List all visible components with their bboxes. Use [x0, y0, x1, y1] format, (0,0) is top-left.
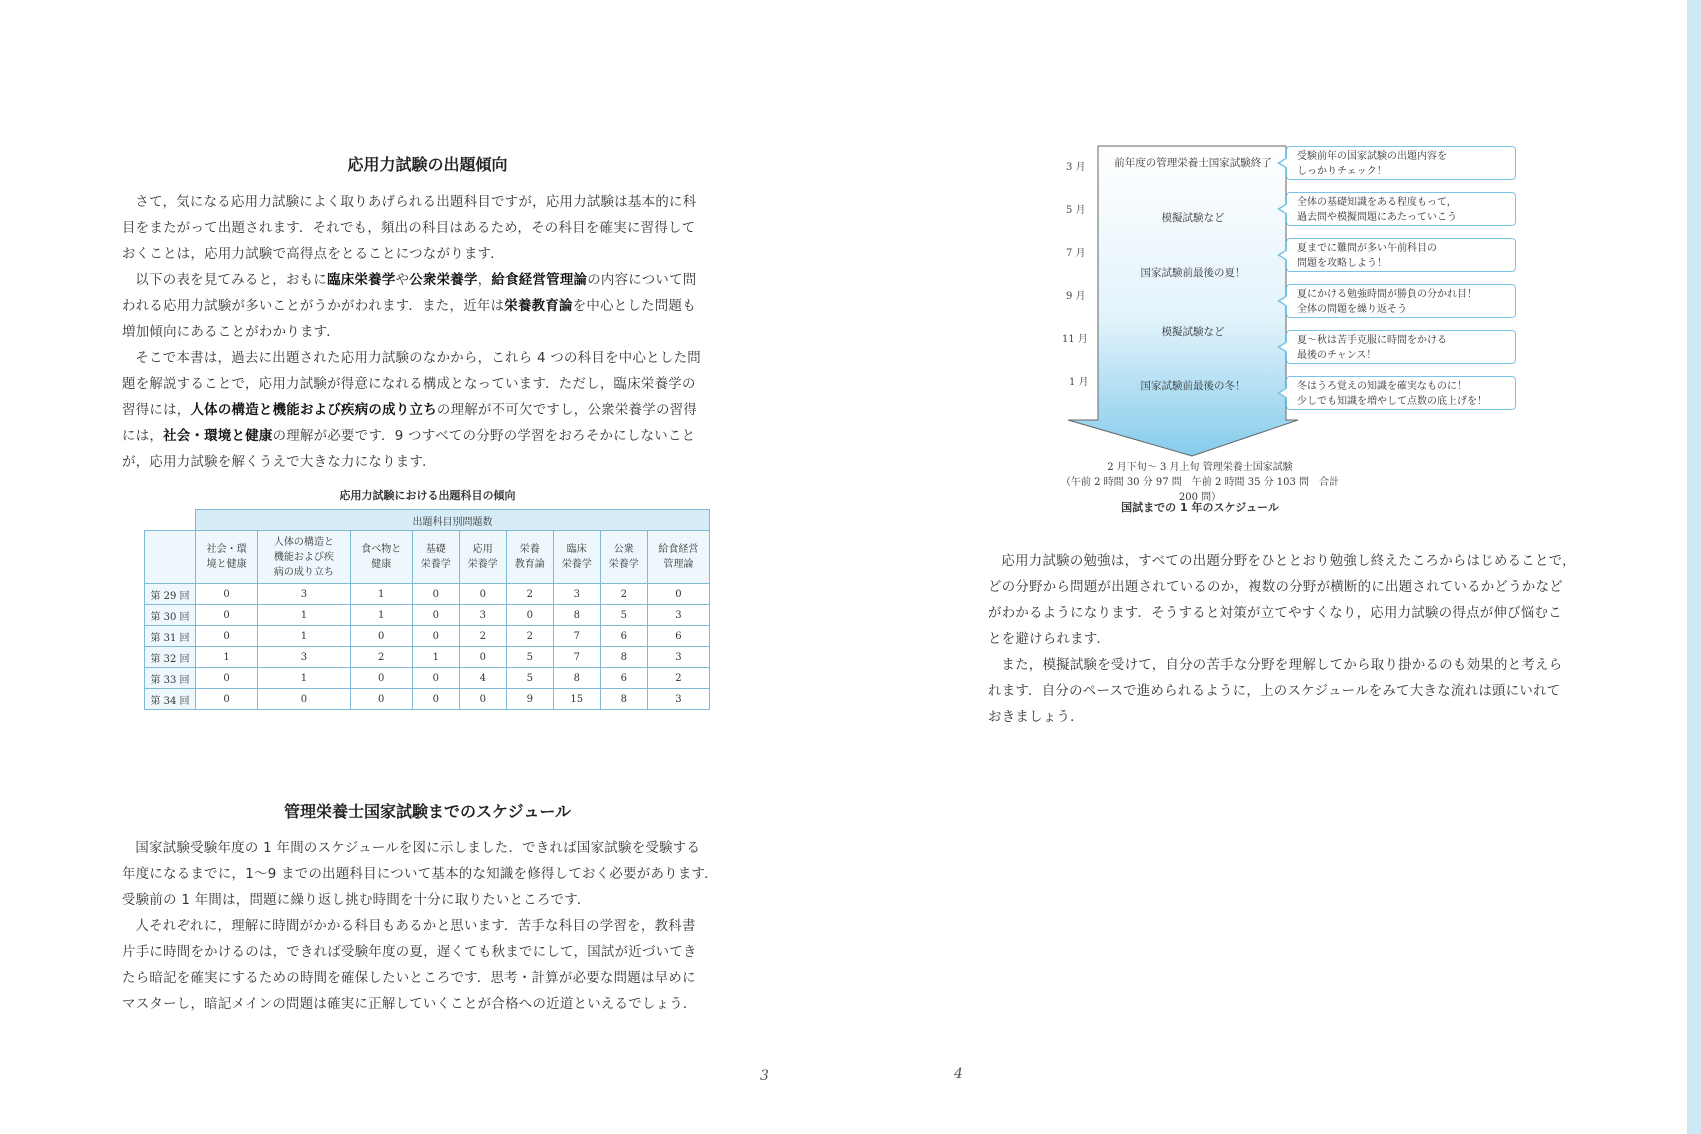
bold-term: 臨床栄養学 — [327, 273, 396, 288]
table-cell: 6 — [600, 668, 647, 689]
table-cell: 0 — [196, 668, 258, 689]
month-label: 7 月 — [1066, 248, 1086, 259]
callout-line: 過去問や模擬問題にあたっていこう — [1297, 212, 1457, 223]
stage-label: 国家試験前最後の冬！ — [1140, 380, 1246, 392]
text: の内容について問 — [587, 273, 697, 288]
schedule-arrow — [1060, 142, 1300, 462]
page-number: 4 — [954, 1066, 963, 1082]
table-cell: 0 — [412, 584, 459, 605]
line: おくことは，応用力試験で高得点をとることにつながります． — [122, 247, 504, 262]
table-cell: 4 — [459, 668, 506, 689]
table-cell: 0 — [196, 689, 258, 710]
text: 以下の表を見てみると，おもに — [135, 273, 328, 288]
column-header: 基礎 栄養学 — [412, 531, 459, 584]
text: の理解が必要です．9 つすべての分野の学習をおろそかにしないこと — [272, 429, 696, 444]
table-cell: 8 — [553, 668, 600, 689]
month-label: 1 月 — [1069, 377, 1089, 388]
table-cell: 1 — [258, 668, 350, 689]
table-cell: 0 — [459, 689, 506, 710]
table-cell: 2 — [459, 626, 506, 647]
line: 目をまたがって出題されます．それでも，頻出の科目はあるため，その科目を確実に習得して — [122, 221, 696, 236]
bold-term: 栄養教育論 — [504, 299, 573, 314]
callout-line: 夏までに難問が多い午前科目の — [1297, 243, 1437, 254]
callout-line: 少しでも知識を増やして点数の底上げを！ — [1297, 396, 1487, 407]
callout-line: しっかりチェック！ — [1297, 166, 1387, 177]
exam-breakdown: （午前 2 時間 30 分 97 問 午前 2 時間 35 分 103 問 合計 200 問） — [1060, 477, 1340, 503]
month-label: 9 月 — [1066, 291, 1086, 302]
line: 片手に時間をかけるのは，できれば受験年度の夏，遅くても秋までにして，国試が近づいてき — [122, 945, 697, 960]
text: を中心とした問題も — [572, 299, 696, 314]
question-count-table — [144, 509, 710, 710]
callout-note — [1286, 192, 1516, 226]
table-cell: 0 — [412, 605, 459, 626]
line: また，模擬試験を受けて，自分の苦手な分野を理解してから取り掛かるのも効果的と考えら — [1001, 658, 1563, 673]
table-cell: 2 — [506, 626, 553, 647]
line: れます．自分のペースで進められるように，上のスケジュールをみて大きな流れは頭にいれて — [988, 684, 1561, 699]
bold-term: 給食経営管理論 — [491, 273, 588, 288]
table-cell: 3 — [647, 647, 709, 668]
line: さて，気になる応用力試験によく取りあげられる出題科目ですが，応用力試験は基本的に科 — [135, 195, 697, 210]
month-label: 3 月 — [1066, 162, 1086, 173]
page-edge-bar — [1687, 0, 1701, 1134]
table-cell: 1 — [196, 647, 258, 668]
line: 増加傾向にあることがわかります． — [122, 325, 340, 340]
table-cell: 1 — [350, 605, 412, 626]
line: 受験前の 1 年間は，問題に繰り返し挑む時間を十分に取りたいところです． — [122, 893, 591, 908]
table-cell: 3 — [258, 584, 350, 605]
table-cell: 0 — [350, 626, 412, 647]
callout-line: 冬はうろ覚えの知識を確実なものに！ — [1297, 381, 1467, 392]
callout-note — [1286, 238, 1516, 272]
page-number: 3 — [760, 1068, 769, 1084]
callout-line: 全体の基礎知識をある程度もって， — [1297, 197, 1457, 208]
bold-term: 社会・環境と健康 — [163, 429, 273, 444]
row-label: 第 34 回 — [145, 689, 196, 710]
month-label: 11 月 — [1062, 334, 1088, 345]
paragraph-schedule — [122, 836, 747, 1018]
table-cell: 1 — [350, 584, 412, 605]
line: マスターし，暗記メインの問題は確実に正解していくことが合格への近道といえるでしょう． — [122, 997, 697, 1012]
line: 応用力試験の勉強は，すべての出題分野をひととおり勉強し終えたころからはじめることで， — [1001, 554, 1576, 569]
bold-term: 人体の構造と機能および疾病の成り立ち — [190, 403, 437, 418]
line: とを避けられます． — [988, 632, 1111, 647]
row-label: 第 30 回 — [145, 605, 196, 626]
exam-date: 2 月下旬〜 3 月上旬 管理栄養士国家試験 — [1107, 462, 1293, 473]
stage-label: 模擬試験など — [1161, 326, 1225, 338]
table-cell: 0 — [647, 584, 709, 605]
callout-line: 最後のチャンス！ — [1297, 350, 1377, 361]
column-header: 臨床 栄養学 — [553, 531, 600, 584]
table-cell: 0 — [258, 689, 350, 710]
table-cell: 2 — [506, 584, 553, 605]
table-cell: 0 — [412, 626, 459, 647]
paragraph-study-tips — [988, 549, 1628, 731]
table-row — [145, 626, 710, 647]
table-cell: 0 — [506, 605, 553, 626]
row-label: 第 33 回 — [145, 668, 196, 689]
table-cell: 5 — [600, 605, 647, 626]
text: や — [395, 273, 410, 288]
text: には， — [122, 429, 164, 444]
table-cell: 0 — [459, 647, 506, 668]
callout-line: 受験前年の国家試験の出題内容を — [1297, 151, 1447, 162]
table-corner — [145, 510, 196, 531]
row-label: 第 29 回 — [145, 584, 196, 605]
table-cell: 2 — [647, 668, 709, 689]
table-cell: 0 — [196, 584, 258, 605]
table-cell: 9 — [506, 689, 553, 710]
table-caption: 応用力試験における出題科目の傾向 — [339, 489, 516, 502]
table-header: 出題科目別問題数 — [196, 510, 710, 531]
table-cell: 0 — [350, 668, 412, 689]
callout-line: 夏〜秋は苦手克服に時間をかける — [1297, 335, 1447, 346]
table-cell: 3 — [647, 689, 709, 710]
table-cell: 3 — [459, 605, 506, 626]
section-heading-trend: 応用力試験の出題傾向 — [347, 155, 508, 174]
bold-term: 公衆栄養学 — [409, 273, 478, 288]
line: がわかるようになります．そうすると対策が立てやすくなり，応用力試験の得点が伸び悩むこ — [988, 606, 1562, 621]
callout-line: 夏にかける勉強時間が勝負の分かれ目！ — [1297, 289, 1477, 300]
table-cell: 8 — [600, 647, 647, 668]
text: 習得には， — [122, 403, 191, 418]
table-cell: 0 — [350, 689, 412, 710]
line: が，応用力試験を解くうえで大きな力になります． — [122, 455, 436, 470]
table-cell: 0 — [196, 626, 258, 647]
callout-line: 問題を攻略しよう！ — [1297, 258, 1387, 269]
table-body — [145, 584, 710, 710]
column-header: 給食経営 管理論 — [647, 531, 709, 584]
text: われる応用力試験が多いことがうかがわれます．また，近年は — [122, 299, 505, 314]
line: たら暗記を確実にするための時間を確保したいところです．思考・計算が必要な問題は早めに — [122, 971, 696, 986]
callout-note — [1286, 284, 1516, 318]
column-header: 社会・環 境と健康 — [196, 531, 258, 584]
table-cell: 3 — [647, 605, 709, 626]
table-cell: 0 — [196, 605, 258, 626]
month-label: 5 月 — [1066, 205, 1086, 216]
table-cell: 8 — [553, 605, 600, 626]
table-cell: 1 — [258, 605, 350, 626]
figure-caption: 国試までの 1 年のスケジュール — [1121, 501, 1279, 514]
stage-label: 前年度の管理栄養士国家試験終了 — [1114, 157, 1272, 169]
table-cell: 2 — [350, 647, 412, 668]
table-row — [145, 647, 710, 668]
text: の理解が不可欠ですし，公衆栄養学の習得 — [436, 403, 698, 418]
text: ， — [477, 273, 492, 288]
table-cell: 1 — [258, 626, 350, 647]
column-header-row — [145, 531, 710, 584]
table-cell: 0 — [459, 584, 506, 605]
table-cell: 8 — [600, 689, 647, 710]
stage-label: 模擬試験など — [1161, 212, 1225, 224]
callout-note — [1286, 146, 1516, 180]
table-row — [145, 605, 710, 626]
column-header: 応用 栄養学 — [459, 531, 506, 584]
callout-note — [1286, 376, 1516, 410]
line: おきましょう． — [988, 710, 1084, 725]
line: 人それぞれに，理解に時間がかかる科目もあるかと思います．苦手な科目の学習を，教科書 — [135, 919, 696, 934]
table-row — [145, 689, 710, 710]
table-cell: 5 — [506, 668, 553, 689]
table-cell: 0 — [412, 668, 459, 689]
table-cell: 3 — [258, 647, 350, 668]
table-row — [145, 668, 710, 689]
left-page — [0, 0, 850, 1134]
table-cell: 0 — [412, 689, 459, 710]
column-header: 食べ物と 健康 — [350, 531, 412, 584]
table-cell: 6 — [600, 626, 647, 647]
line: 国家試験受験年度の 1 年間のスケジュールを図に示しました．できれば国家試験を受験する — [135, 841, 701, 856]
callout-line: 全体の問題を繰り返そう — [1297, 304, 1407, 315]
line: 年度になるまでに，1〜9 までの出題科目について基本的な知識を修得しておく必要があります． — [122, 867, 718, 882]
table-corner — [145, 531, 196, 584]
line: そこで本書は，過去に出題された応用力試験のなかから，これら 4 つの科目を中心とした問 — [135, 351, 701, 366]
row-label: 第 32 回 — [145, 647, 196, 668]
table-cell: 7 — [553, 647, 600, 668]
table-cell: 1 — [412, 647, 459, 668]
table-cell: 2 — [600, 584, 647, 605]
paragraph-intro — [122, 190, 742, 476]
table-cell: 15 — [553, 689, 600, 710]
row-label: 第 31 回 — [145, 626, 196, 647]
column-header: 公衆 栄養学 — [600, 531, 647, 584]
table-cell: 3 — [553, 584, 600, 605]
line: 題を解説することで，応用力試験が得意になれる構成となっています．ただし，臨床栄養学の — [122, 377, 696, 392]
stage-label: 国家試験前最後の夏！ — [1140, 267, 1246, 279]
table-cell: 5 — [506, 647, 553, 668]
table-cell: 6 — [647, 626, 709, 647]
line: どの分野から問題が出題されているのか，複数の分野が横断的に出題されているかどうかなど — [988, 580, 1564, 595]
callout-note — [1286, 330, 1516, 364]
section-heading-schedule: 管理栄養士国家試験までのスケジュール — [283, 802, 572, 821]
table-cell: 7 — [553, 626, 600, 647]
column-header: 栄養 教育論 — [506, 531, 553, 584]
column-header: 人体の構造と 機能および疾 病の成り立ち — [258, 531, 350, 584]
table-row — [145, 584, 710, 605]
